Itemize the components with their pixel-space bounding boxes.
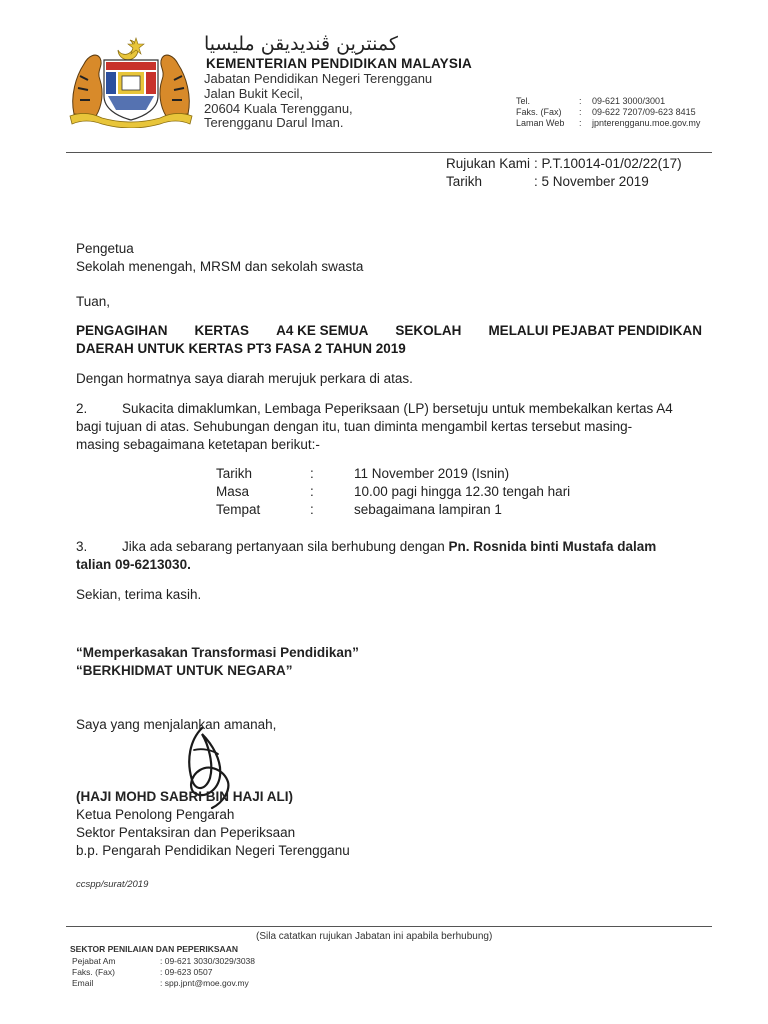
footer-note: (Sila catatkan rujukan Jabatan ini apabila berhubung) (256, 931, 493, 942)
subject-line-1 (76, 322, 702, 340)
contact-web-label: Laman Web (516, 118, 565, 128)
slogan-1: “Memperkasakan Transformasi Pendidikan” (76, 645, 359, 660)
date-label: Tarikh (446, 174, 483, 189)
footer-office-value: : 09-621 3030/3029/3038 (160, 956, 256, 966)
schedule-place-value: sebagaimana lampiran 1 (354, 502, 502, 517)
contact-fax-label: Faks. (Fax) (516, 107, 562, 117)
paragraph-3-number: 3. (76, 539, 88, 554)
subject-word: MELALUI PEJABAT PENDIDIKAN (488, 323, 702, 338)
contact-person: Pn. Rosnida binti Mustafa dalam (448, 539, 657, 554)
reference-value: : P.T.10014-01/02/22(17) (534, 156, 682, 171)
contact-tel-sep: : (579, 96, 582, 106)
footer-email-value: : spp.jpnt@moe.gov.my (160, 978, 249, 988)
date-value: : 5 November 2019 (534, 174, 649, 189)
footer-email-label: Email (72, 978, 94, 988)
schedule-date-value: 11 November 2019 (Isnin) (354, 466, 510, 481)
subject-line-2: DAERAH UNTUK KERTAS PT3 FASA 2 TAHUN 2019 (76, 341, 406, 356)
footer-fax-label: Faks. (Fax) (72, 967, 115, 977)
schedule-time-label: Masa (216, 484, 250, 499)
paragraph-3-line-1 (122, 538, 702, 556)
subject-word: KERTAS (194, 323, 250, 338)
footer-office-label: Pejabat Am (72, 956, 116, 966)
recipient-address: Sekolah menengah, MRSM dan sekolah swasta (76, 259, 364, 274)
contact-fax-sep: : (579, 107, 582, 117)
schedule-date-sep: : (310, 466, 314, 481)
closing: Sekian, terima kasih. (76, 587, 202, 602)
coat-of-arms-icon (66, 36, 196, 128)
subject-word: PENGAGIHAN (76, 323, 168, 338)
footer-divider (66, 926, 712, 927)
signatory-title-2: Sektor Pentaksiran dan Peperiksaan (76, 825, 296, 840)
address-line-3: 20604 Kuala Terengganu, (204, 101, 353, 116)
address-line-4: Terengganu Darul Iman. (204, 115, 344, 130)
header-divider (66, 152, 712, 153)
ministry-name: KEMENTERIAN PENDIDIKAN MALAYSIA (206, 56, 472, 71)
signatory-title-1: Ketua Penolong Pengarah (76, 807, 235, 822)
signatory-title-3: b.p. Pengarah Pendidikan Negeri Terengganu (76, 843, 350, 858)
paragraph-2-line-2: bagi tujuan di atas. Sehubungan dengan itu, tuan diminta mengambil kertas tersebut masing- (76, 419, 633, 434)
contact-tel-value: 09-621 3000/3001 (592, 96, 666, 106)
contact-web-sep: : (579, 118, 582, 128)
signoff: Saya yang menjalankan amanah, (76, 717, 277, 732)
contact-phone: talian 09-6213030. (76, 557, 191, 572)
schedule-date-label: Tarikh (216, 466, 253, 481)
paragraph-3-text: Jika ada sebarang pertanyaan sila berhubung dengan (122, 539, 449, 554)
ministry-name-jawi: كمنترين ڤنديديقن مليسيا (204, 33, 398, 55)
subject-word: SEKOLAH (395, 323, 462, 338)
contact-fax-value: 09-622 7207/09-623 8415 (592, 107, 696, 117)
address-line-2: Jalan Bukit Kecil, (204, 86, 303, 101)
paragraph-2-line-3: masing sebagaimana ketetapan berikut:- (76, 437, 320, 452)
carbon-copy-ref: ccspp/surat/2019 (76, 879, 149, 890)
address-line-1: Jabatan Pendidikan Negeri Terengganu (204, 71, 433, 86)
recipient-title: Pengetua (76, 241, 134, 256)
footer-sector: SEKTOR PENILAIAN DAN PEPERIKSAAN (70, 944, 238, 954)
schedule-time-value: 10.00 pagi hingga 12.30 tengah hari (354, 484, 571, 499)
footer-fax-value: : 09-623 0507 (160, 967, 213, 977)
paragraph-2-line-1: Sukacita dimaklumkan, Lembaga Peperiksaan (LP) bersetuju untuk membekalkan kertas A4 (122, 401, 673, 416)
contact-web-value: jpnterengganu.moe.gov.my (592, 118, 701, 128)
schedule-place-sep: : (310, 502, 314, 517)
schedule-place-label: Tempat (216, 502, 261, 517)
subject-word: A4 KE SEMUA (276, 323, 369, 338)
schedule-time-sep: : (310, 484, 314, 499)
salutation: Tuan, (76, 294, 111, 309)
reference-label: Rujukan Kami (446, 156, 531, 171)
opening-paragraph: Dengan hormatnya saya diarah merujuk perkara di atas. (76, 371, 413, 386)
signatory-name: (HAJI MOHD SABRI BIN HAJI ALI) (76, 789, 294, 804)
slogan-2: “BERKHIDMAT UNTUK NEGARA” (76, 663, 293, 678)
paragraph-2-number: 2. (76, 401, 88, 416)
contact-tel-label: Tel. (516, 96, 531, 106)
